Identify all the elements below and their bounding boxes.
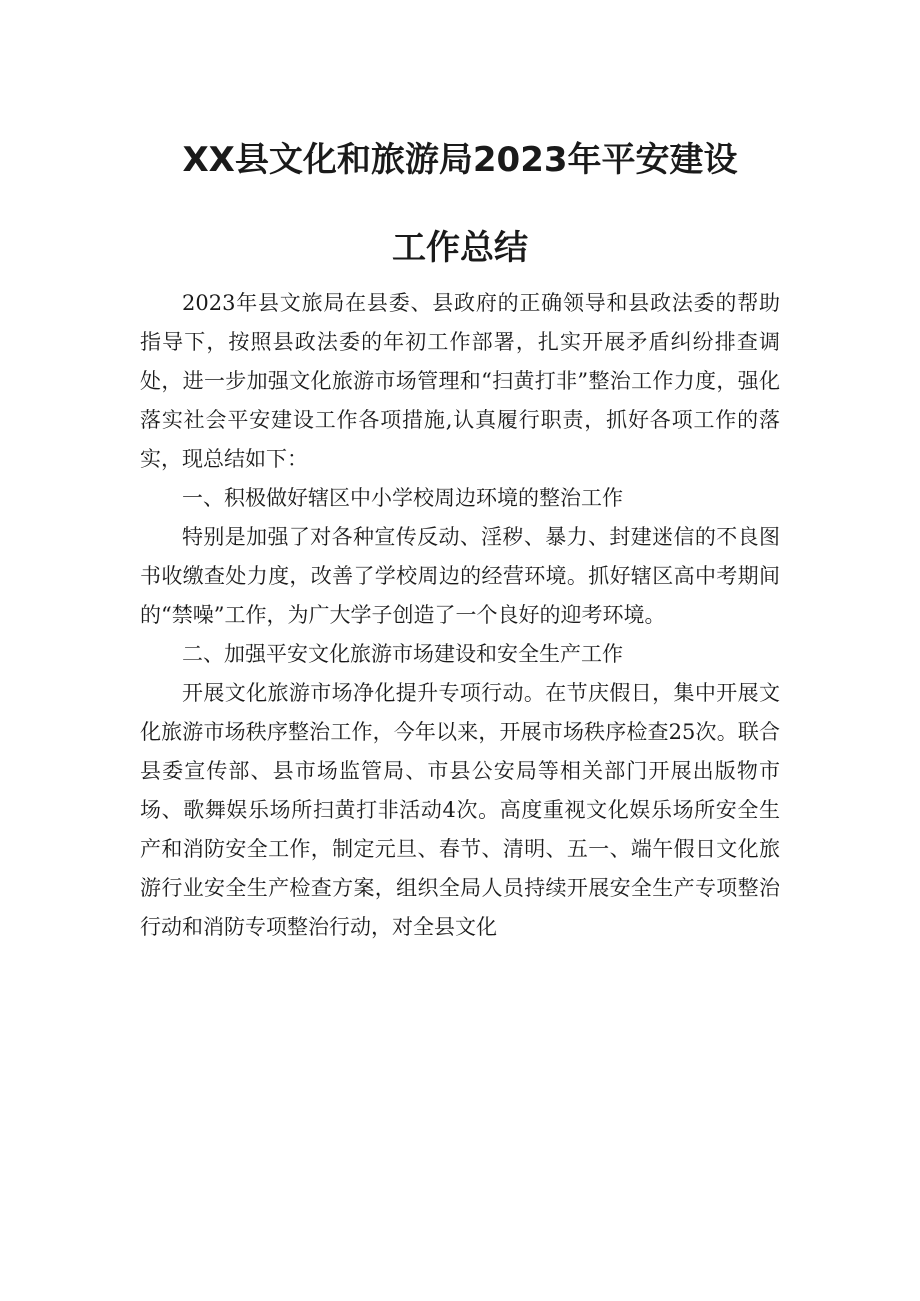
- section-heading-1: 一、积极做好辖区中小学校周边环境的整治工作: [182, 486, 623, 510]
- section-heading-2: 二、加强平安文化旅游市场建设和安全生产工作: [182, 642, 623, 666]
- document-title-line1: XX县文化和旅游局2023年平安建设: [182, 140, 738, 180]
- paragraph-section-2: 开展文化旅游市场净化提升专项行动。在节庆假日，集中开展文化旅游市场秩序整治工作，今年以来，开展市场秩序检查25次。联合县委宣传部、县市场监管局、市县公安局等相关部门开展出版物市场、歌舞娱乐场所扫黄打非活动4次。高度重视文化娱乐场所安全生产和消防安全工作，制定元旦、春节、清明、五一、端午假日文化旅游行业安全生产检查方案，组织全局人员持续开展安全生产专项整治行动和消防专项整治行动，对全县文化: [140, 681, 780, 939]
- paragraph-intro: 2023年县文旅局在县委、县政府的正确领导和县政法委的帮助指导下，按照县政法委的年初工作部署，扎实开展矛盾纠纷排查调处，进一步加强文化旅游市场管理和“扫黄打非”整治工作力度，强化落实社会平安建设工作各项措施,认真履行职责，抓好各项工作的落实，现总结如下：: [140, 291, 780, 471]
- document-body: [140, 284, 780, 947]
- document-title-line2: 工作总结: [392, 228, 528, 268]
- paragraph-section-1: 特别是加强了对各种宣传反动、淫秽、暴力、封建迷信的不良图书收缴查处力度，改善了学校周边的经营环境。抓好辖区高中考期间的“禁噪”工作，为广大学子创造了一个良好的迎考环境。: [140, 525, 780, 627]
